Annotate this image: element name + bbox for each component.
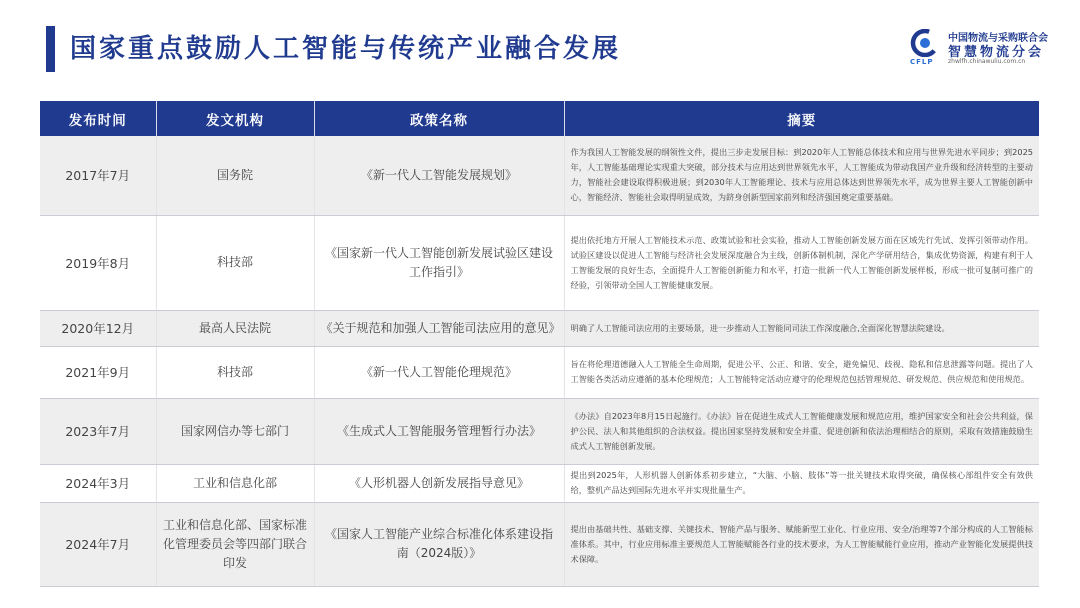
row-org: 科技部 [156, 215, 314, 310]
row-date: 2023年7月 [40, 398, 156, 464]
logo-org-name: 中国物流与采购联合会 [948, 33, 1048, 44]
table-header-row [40, 101, 1039, 136]
header-summary: 摘要 [564, 101, 1039, 136]
row-summary: 提出到2025年，人形机器人创新体系初步建立，“大脑、小脑、肢体”等一批关键技术取得突破，确保核心部组件安全有效供给，整机产品达到国际先进水平并实现批量生产。 [564, 464, 1039, 502]
cflp-logo [908, 29, 1058, 69]
title-accent-bar [46, 26, 55, 72]
row-policy-name: 《国家新一代人工智能创新发展试验区建设工作指引》 [314, 215, 564, 310]
logo-abbr: CFLP [910, 58, 934, 66]
row-date: 2024年7月 [40, 502, 156, 586]
header-org: 发文机构 [156, 101, 314, 136]
row-summary: 提出依托地方开展人工智能技术示范、政策试验和社会实验，推动人工智能创新发展方面在区域先行先试、发挥引领带动作用。试验区建设以促进人工智能与经济社会发展深度融合为主线，创新体制机制，深化产学研用结合，集成优势资源，构建有利于人工智能发展的良好生态，全面提升人工智能创新能力和水平，打造一批新一代人工智能创新发展样板，形成一批可复制可推广的经验，引领带动全国人工智能健康发展。 [564, 215, 1039, 310]
row-org: 最高人民法院 [156, 310, 314, 346]
page-title: 国家重点鼓励人工智能与传统产业融合发展 [70, 34, 622, 64]
header-date: 发布时间 [40, 101, 156, 136]
table-row [40, 398, 1039, 464]
table-row [40, 136, 1039, 215]
cflp-logo-icon [910, 29, 944, 57]
header-policy-name: 政策名称 [314, 101, 564, 136]
logo-url: zhwlfh.chinawuliu.com.cn [948, 58, 1026, 65]
row-policy-name: 《人形机器人创新发展指导意见》 [314, 464, 564, 502]
row-date: 2020年12月 [40, 310, 156, 346]
row-date: 2021年9月 [40, 346, 156, 398]
row-policy-name: 《新一代人工智能伦理规范》 [314, 346, 564, 398]
table-row [40, 464, 1039, 502]
row-org: 科技部 [156, 346, 314, 398]
table-row [40, 310, 1039, 346]
logo-branch-name: 智慧物流分会 [948, 45, 1045, 60]
row-policy-name: 《生成式人工智能服务管理暂行办法》 [314, 398, 564, 464]
row-policy-name: 《国家人工智能产业综合标准化体系建设指南（2024版）》 [314, 502, 564, 586]
row-date: 2017年7月 [40, 136, 156, 215]
row-date: 2019年8月 [40, 215, 156, 310]
policy-table [40, 101, 1039, 587]
row-summary: 作为我国人工智能发展的纲领性文件，提出三步走发展目标：到2020年人工智能总体技术和应用与世界先进水平同步；到2025年，人工智能基础理论实现重大突破，部分技术与应用达到世界领先水平，人工智能成为带动我国产业升级和经济转型的主要动力，智能社会建设取得积极进展；到2030年人工智能理论、技术与应用总体达到世界领先水平，成为世界主要人工智能创新中心，智能经济、智能社会取得明显成效，为跻身创新型国家前列和经济强国奠定重要基础。 [564, 136, 1039, 215]
table-row [40, 502, 1039, 586]
row-summary: 《办法》自2023年8月15日起施行。《办法》旨在促进生成式人工智能健康发展和规范应用，维护国家安全和社会公共利益，保护公民、法人和其他组织的合法权益。提出国家坚持发展和安全并重、促进创新和依法治理相结合的原则，采取有效措施鼓励生成式人工智能创新发展。 [564, 398, 1039, 464]
row-org: 工业和信息化部、国家标准化管理委员会等四部门联合印发 [156, 502, 314, 586]
row-org: 工业和信息化部 [156, 464, 314, 502]
row-policy-name: 《关于规范和加强人工智能司法应用的意见》 [314, 310, 564, 346]
row-date: 2024年3月 [40, 464, 156, 502]
table-row [40, 215, 1039, 310]
row-summary: 提出由基础共性、基础支撑、关键技术、智能产品与服务、赋能新型工业化、行业应用、安全/治理等7个部分构成的人工智能标准体系。其中，行业应用标准主要规范人工智能赋能各行业的技术要求，为人工智能赋能行业应用，推动产业智能化发展提供技术保障。 [564, 502, 1039, 586]
row-org: 国家网信办等七部门 [156, 398, 314, 464]
row-summary: 旨在将伦理道德融入人工智能全生命周期，促进公平、公正、和谐、安全，避免偏见、歧视、隐私和信息泄露等问题。提出了人工智能各类活动应遵循的基本伦理规范；人工智能特定活动应遵守的伦理规范包括管理规范、研发规范、供应规范和使用规范。 [564, 346, 1039, 398]
table-row [40, 346, 1039, 398]
row-policy-name: 《新一代人工智能发展规划》 [314, 136, 564, 215]
row-org: 国务院 [156, 136, 314, 215]
row-summary: 明确了人工智能司法应用的主要场景，进一步推动人工智能同司法工作深度融合,全面深化智慧法院建设。 [564, 310, 1039, 346]
